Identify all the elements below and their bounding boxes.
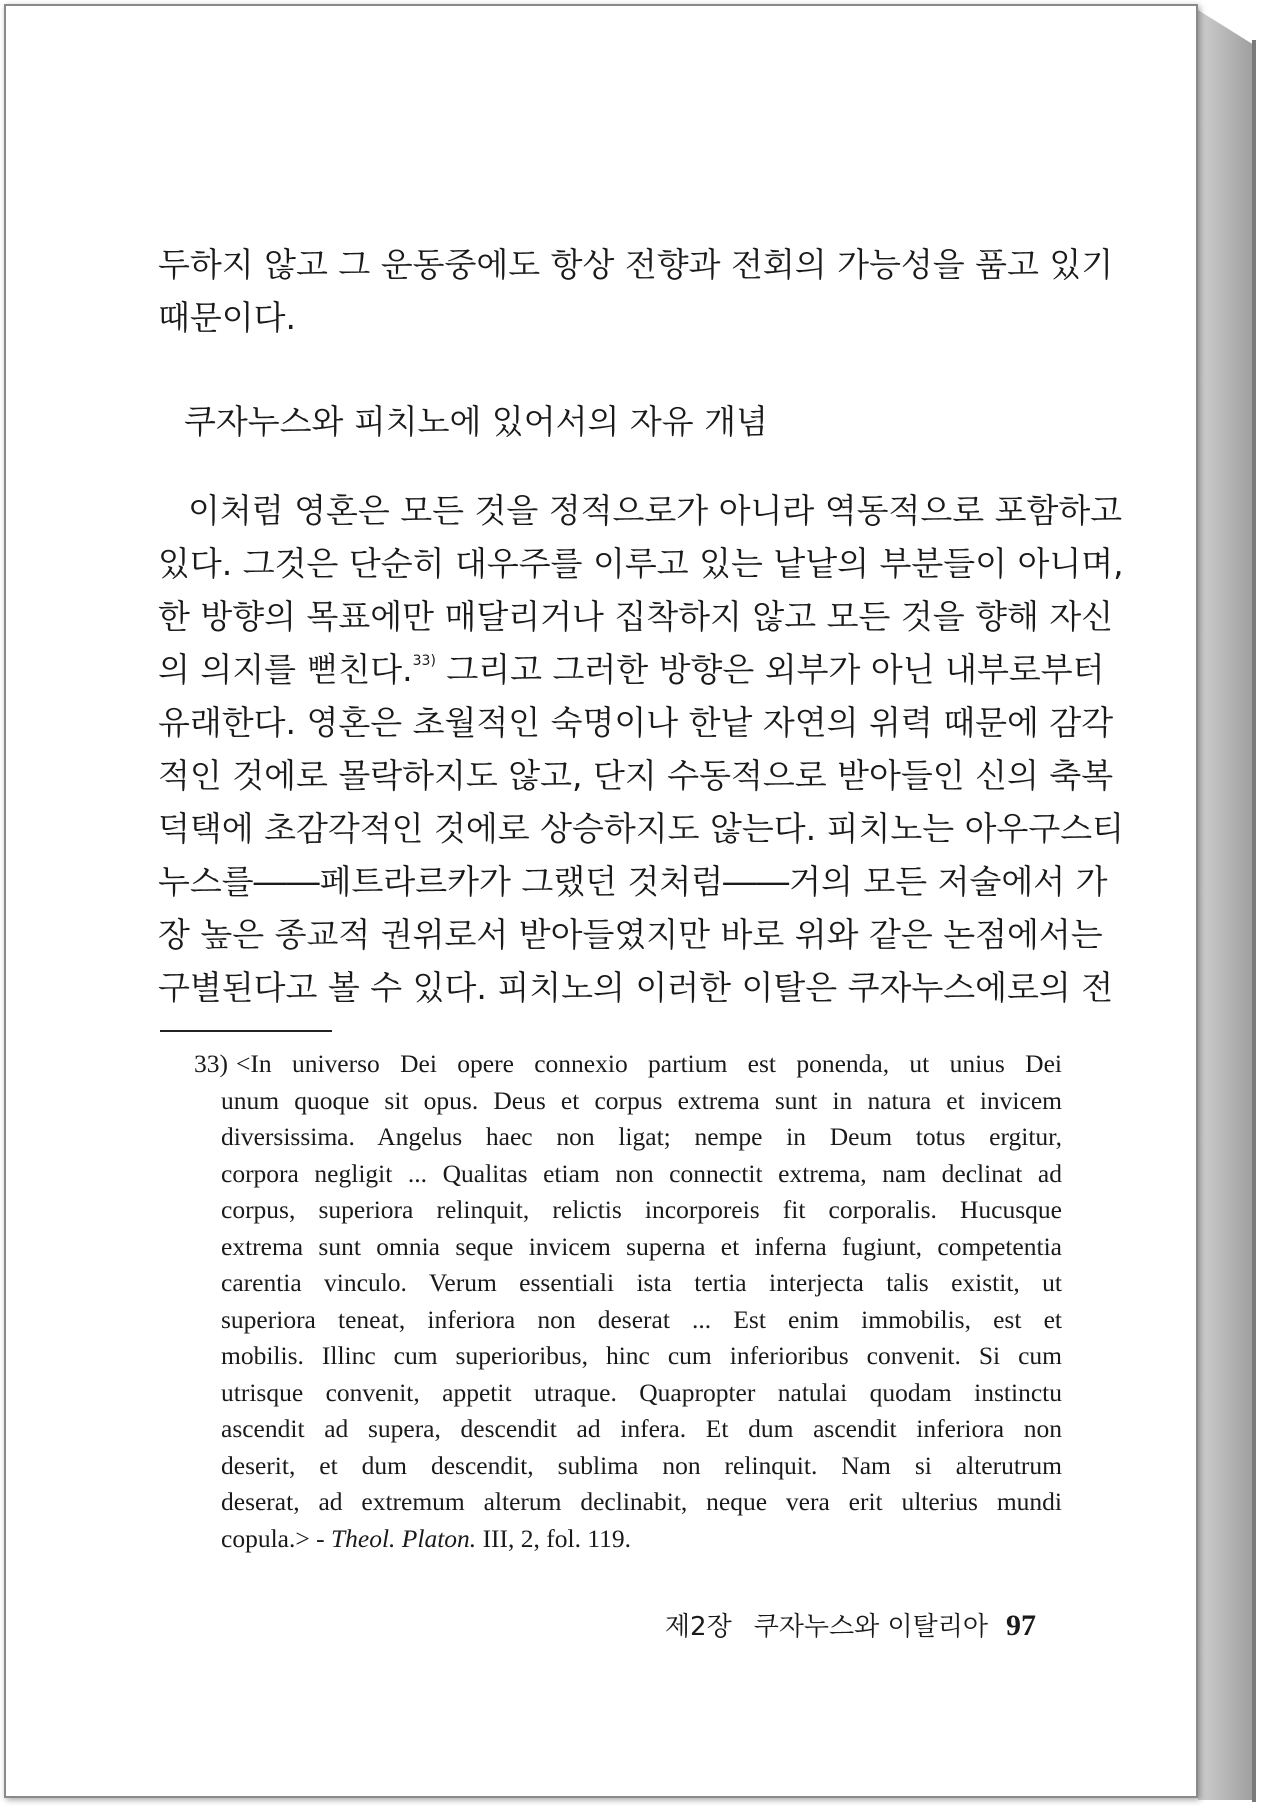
footnote-line <box>194 1046 1062 1083</box>
footnote-line: ascendit ad supera, descendit ad infera. Et dum ascendit inferiora non <box>221 1414 1062 1443</box>
footnote-number: 33) <box>194 1049 228 1078</box>
body-line: 이처럼 영혼은 모든 것을 정적으로가 아니라 역동적으로 포함하고 <box>188 491 1123 530</box>
footnote-line: mobilis. Illinc cum superioribus, hinc cum inferioribus convenit. Si cum <box>221 1341 1062 1370</box>
section-heading: 쿠자누스와 피치노에 있어서의 자유 개념 <box>184 402 768 441</box>
body-line: 한 방향의 목표에만 매달리거나 집착하지 않고 모든 것을 향해 자신 <box>158 597 1114 636</box>
footnote-citation-line <box>221 1521 1062 1558</box>
footnote-line: corpora negligit ... Qualitas etiam non connectit extrema, nam declinat ad <box>221 1158 1062 1188</box>
citation-title: Theol. Platon. <box>330 1523 477 1553</box>
footnote-line: carentia vinculo. Verum essentiali ista tertia interjecta talis existit, ut <box>221 1268 1062 1297</box>
body-line-part: 그리고 그러한 방향은 외부가 아닌 내부로부터 <box>446 650 1105 689</box>
intro-line: 때문이다. <box>158 298 297 337</box>
book-spine <box>1198 10 1254 1800</box>
body-line: 유래한다. 영혼은 초월적인 숙명이나 한낱 자연의 위력 때문에 감각 <box>158 703 1114 742</box>
chapter-label: 제2장 <box>664 1612 732 1642</box>
citation-reference: III, 2, fol. 119. <box>476 1523 632 1553</box>
footnote-reference[interactable]: 33) <box>412 653 436 669</box>
book-spine-edge <box>1252 40 1256 1802</box>
body-line: 누스를――페트라르카가 그랬던 것처럼――거의 모든 저술에서 가 <box>158 862 1108 901</box>
body-line: 장 높은 종교적 권위로서 받아들였지만 바로 위와 같은 논점에서는 <box>158 915 1103 954</box>
intro-paragraph <box>158 238 1114 344</box>
body-line-part: 의 의지를 뻗친다. <box>158 650 413 689</box>
footnote-last-text: copula.> - <box>221 1523 331 1553</box>
body-line-with-footnote <box>158 643 1105 696</box>
footnote-text: <In universo Dei opere connexio partium est ponenda, ut unius Dei <box>236 1049 1062 1078</box>
body-line: 구별된다고 볼 수 있다. 피치노의 이러한 이탈은 쿠자누스에로의 전 <box>158 968 1114 1007</box>
footnote <box>194 1046 1062 1557</box>
footnote-line: deserit, et dum descendit, sublima non relinquit. Nam si alterutrum <box>221 1450 1062 1480</box>
footnote-line: unum quoque sit opus. Deus et corpus extrema sunt in natura et invicem <box>221 1085 1062 1115</box>
intro-line: 두하지 않고 그 운동중에도 항상 전향과 전회의 가능성을 품고 있기 <box>158 245 1114 284</box>
running-footer <box>646 1606 1036 1643</box>
chapter-title: 쿠자누스와 이탈리아 <box>753 1612 988 1642</box>
footnote-divider <box>160 1030 332 1032</box>
footnote-line: deserat, ad extremum alterum declinabit, neque vera erit ulterius mundi <box>221 1487 1062 1516</box>
book-page <box>4 4 1198 1798</box>
body-paragraph <box>158 484 1125 1067</box>
footnote-line: superiora teneat, inferiora non deserat ... Est enim immobilis, est et <box>221 1304 1062 1334</box>
footnote-line: corpus, superiora relinquit, relictis incorporeis fit corporalis. Hucusque <box>221 1195 1062 1224</box>
footnote-line: extrema sunt omnia seque invicem superna et inferna fugiunt, competentia <box>221 1231 1062 1261</box>
page-number: 97 <box>1006 1609 1036 1642</box>
body-line: 덕택에 초감각적인 것에로 상승하지도 않는다. 피치노는 아우구스티 <box>158 809 1125 848</box>
footnote-line: utrisque convenit, appetit utraque. Quapropter natulai quodam instinctu <box>221 1377 1062 1407</box>
footnote-line: diversissima. Angelus haec non ligat; nempe in Deum totus ergitur, <box>221 1122 1062 1151</box>
body-line: 있다. 그것은 단순히 대우주를 이루고 있는 낱낱의 부분들이 아니며, <box>158 544 1124 583</box>
body-line: 적인 것에로 몰락하지도 않고, 단지 수동적으로 받아들인 신의 축복 <box>158 756 1114 795</box>
